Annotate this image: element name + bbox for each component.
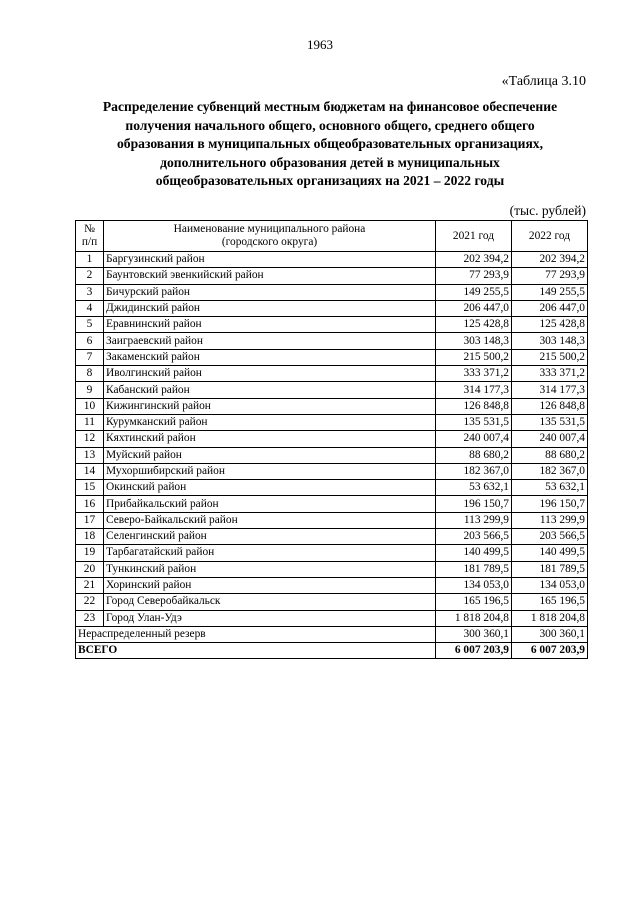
row-num: 10 <box>76 398 104 414</box>
header-name: Наименование муниципального района (городского округа) <box>104 221 436 252</box>
header-year-2021: 2021 год <box>436 221 512 252</box>
row-num: 22 <box>76 594 104 610</box>
row-name: Муйский район <box>104 447 436 463</box>
row-name: Прибайкальский район <box>104 496 436 512</box>
row-num: 4 <box>76 300 104 316</box>
header-year-2022: 2022 год <box>512 221 588 252</box>
budget-table <box>75 220 588 659</box>
row-num: 5 <box>76 317 104 333</box>
table-row <box>76 398 588 414</box>
row-num: 23 <box>76 610 104 626</box>
row-value-2021: 125 428,8 <box>436 317 512 333</box>
row-value-2022: 135 531,5 <box>512 414 588 430</box>
row-value-2021: 134 053,0 <box>436 577 512 593</box>
table-row <box>76 300 588 316</box>
row-name: Курумканский район <box>104 414 436 430</box>
row-value-2021: 206 447,0 <box>436 300 512 316</box>
row-value-2022: 303 148,3 <box>512 333 588 349</box>
row-num: 13 <box>76 447 104 463</box>
table-row <box>76 577 588 593</box>
row-value-2022: 1 818 204,8 <box>512 610 588 626</box>
table-row <box>76 431 588 447</box>
row-value-2021: 182 367,0 <box>436 463 512 479</box>
table-row <box>76 382 588 398</box>
row-num: 9 <box>76 382 104 398</box>
row-name: Город Северобайкальск <box>104 594 436 610</box>
row-value-2022: 182 367,0 <box>512 463 588 479</box>
row-name: Кяхтинский район <box>104 431 436 447</box>
table-label: «Таблица 3.10 <box>501 74 586 89</box>
reserve-name: Нераспределенный резерв <box>76 626 436 642</box>
row-value-2021: 203 566,5 <box>436 529 512 545</box>
row-value-2022: 113 299,9 <box>512 512 588 528</box>
row-value-2021: 135 531,5 <box>436 414 512 430</box>
table-row <box>76 284 588 300</box>
row-num: 1 <box>76 252 104 268</box>
row-value-2021: 140 499,5 <box>436 545 512 561</box>
table-header-row <box>76 221 588 252</box>
table-row <box>76 333 588 349</box>
units-label: (тыс. рублей) <box>509 203 586 218</box>
row-name: Окинский район <box>104 480 436 496</box>
title-line: образования в муниципальных общеобразовательных организациях, <box>117 136 543 151</box>
row-value-2021: 215 500,2 <box>436 349 512 365</box>
row-name: Бичурский район <box>104 284 436 300</box>
row-value-2022: 196 150,7 <box>512 496 588 512</box>
table-row <box>76 512 588 528</box>
table-row <box>76 496 588 512</box>
reserve-2022: 300 360,1 <box>512 626 588 642</box>
table-row <box>76 561 588 577</box>
row-value-2022: 181 789,5 <box>512 561 588 577</box>
row-value-2021: 77 293,9 <box>436 268 512 284</box>
row-value-2022: 240 007,4 <box>512 431 588 447</box>
row-value-2022: 126 848,8 <box>512 398 588 414</box>
row-value-2022: 165 196,5 <box>512 594 588 610</box>
row-name: Джидинский район <box>104 300 436 316</box>
row-num: 14 <box>76 463 104 479</box>
row-value-2022: 125 428,8 <box>512 317 588 333</box>
row-value-2022: 203 566,5 <box>512 529 588 545</box>
total-2021: 6 007 203,9 <box>436 643 512 659</box>
table-row <box>76 480 588 496</box>
row-value-2021: 126 848,8 <box>436 398 512 414</box>
table-row <box>76 529 588 545</box>
row-num: 15 <box>76 480 104 496</box>
row-num: 19 <box>76 545 104 561</box>
row-name: Кижингинский район <box>104 398 436 414</box>
row-value-2022: 206 447,0 <box>512 300 588 316</box>
row-value-2022: 77 293,9 <box>512 268 588 284</box>
reserve-row <box>76 626 588 642</box>
row-num: 2 <box>76 268 104 284</box>
page-number: 1963 <box>307 37 333 52</box>
row-value-2021: 1 818 204,8 <box>436 610 512 626</box>
total-name: ВСЕГО <box>76 643 436 659</box>
row-name: Северо-Байкальский район <box>104 512 436 528</box>
row-value-2022: 140 499,5 <box>512 545 588 561</box>
row-num: 17 <box>76 512 104 528</box>
row-value-2021: 240 007,4 <box>436 431 512 447</box>
row-value-2022: 314 177,3 <box>512 382 588 398</box>
row-num: 7 <box>76 349 104 365</box>
reserve-2021: 300 360,1 <box>436 626 512 642</box>
table-row <box>76 349 588 365</box>
table-row <box>76 268 588 284</box>
row-value-2021: 113 299,9 <box>436 512 512 528</box>
row-num: 16 <box>76 496 104 512</box>
row-value-2021: 88 680,2 <box>436 447 512 463</box>
row-value-2021: 196 150,7 <box>436 496 512 512</box>
row-num: 18 <box>76 529 104 545</box>
row-value-2022: 134 053,0 <box>512 577 588 593</box>
title-line: общеобразовательных организациях на 2021 – 2022 годы <box>155 173 505 188</box>
table-row <box>76 463 588 479</box>
row-name: Селенгинский район <box>104 529 436 545</box>
row-value-2021: 181 789,5 <box>436 561 512 577</box>
row-num: 12 <box>76 431 104 447</box>
row-name: Тункинский район <box>104 561 436 577</box>
row-name: Заиграевский район <box>104 333 436 349</box>
table-row <box>76 594 588 610</box>
title-line: Распределение субвенций местным бюджетам на финансовое обеспечение <box>102 99 558 114</box>
row-value-2021: 53 632,1 <box>436 480 512 496</box>
table-body <box>76 252 588 627</box>
row-name: Еравнинский район <box>104 317 436 333</box>
row-name: Тарбагатайский район <box>104 545 436 561</box>
row-value-2022: 53 632,1 <box>512 480 588 496</box>
table-row <box>76 447 588 463</box>
row-num: 8 <box>76 366 104 382</box>
table-row <box>76 317 588 333</box>
title-line: дополнительного образования детей в муниципальных <box>160 154 500 170</box>
row-num: 21 <box>76 577 104 593</box>
row-num: 3 <box>76 284 104 300</box>
row-name: Мухоршибирский район <box>104 463 436 479</box>
row-value-2022: 88 680,2 <box>512 447 588 463</box>
row-value-2021: 314 177,3 <box>436 382 512 398</box>
row-value-2022: 202 394,2 <box>512 252 588 268</box>
header-num: № п/п <box>76 221 104 252</box>
row-name: Город Улан-Удэ <box>104 610 436 626</box>
table-row <box>76 610 588 626</box>
table-row <box>76 252 588 268</box>
row-num: 20 <box>76 561 104 577</box>
row-name: Баунтовский эвенкийский район <box>104 268 436 284</box>
row-value-2022: 333 371,2 <box>512 366 588 382</box>
row-value-2022: 149 255,5 <box>512 284 588 300</box>
table-row <box>76 414 588 430</box>
row-name: Хоринский район <box>104 577 436 593</box>
row-name: Кабанский район <box>104 382 436 398</box>
row-value-2021: 303 148,3 <box>436 333 512 349</box>
document-title <box>70 98 590 191</box>
row-value-2021: 202 394,2 <box>436 252 512 268</box>
table-row <box>76 366 588 382</box>
row-name: Иволгинский район <box>104 366 436 382</box>
total-2022: 6 007 203,9 <box>512 643 588 659</box>
row-value-2021: 149 255,5 <box>436 284 512 300</box>
row-value-2021: 333 371,2 <box>436 366 512 382</box>
row-value-2022: 215 500,2 <box>512 349 588 365</box>
total-row <box>76 643 588 659</box>
row-num: 6 <box>76 333 104 349</box>
row-value-2021: 165 196,5 <box>436 594 512 610</box>
title-line: получения начального общего, основного общего, среднего общего <box>125 117 535 133</box>
table-row <box>76 545 588 561</box>
row-name: Закаменский район <box>104 349 436 365</box>
row-num: 11 <box>76 414 104 430</box>
row-name: Баргузинский район <box>104 252 436 268</box>
